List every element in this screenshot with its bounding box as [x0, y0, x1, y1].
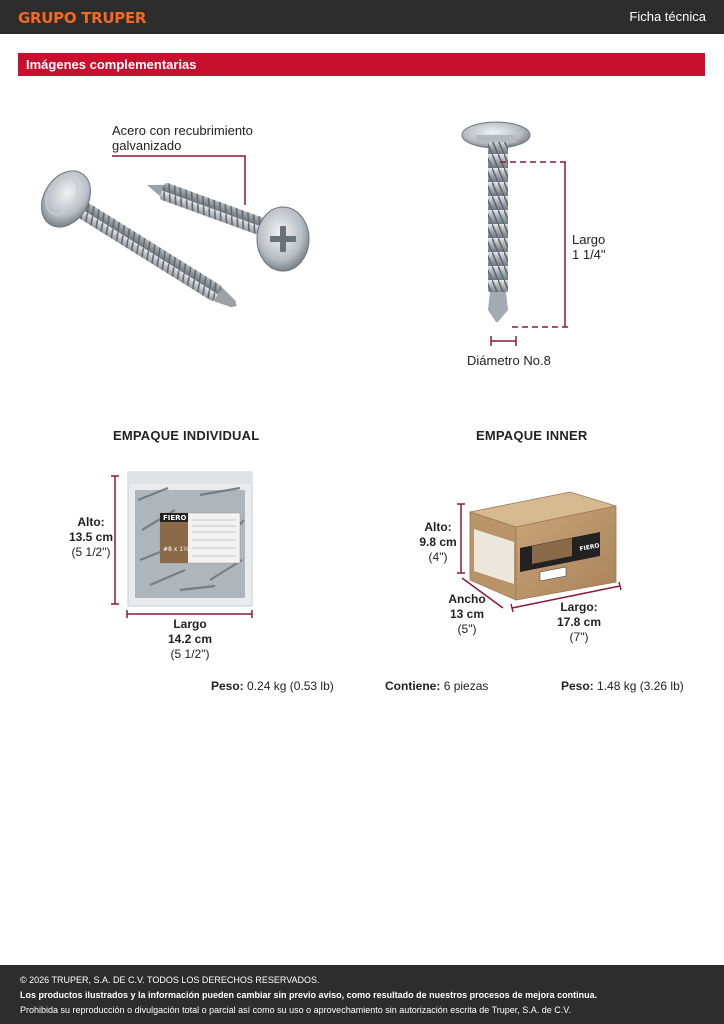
length-label-text: Largo	[572, 232, 606, 247]
box-width-title: Ancho	[448, 592, 486, 606]
box-length-title: Largo:	[560, 600, 598, 614]
screw-left-icon	[31, 162, 241, 314]
box-length-cm: 17.8 cm	[556, 615, 602, 629]
individual-packaging-heading: EMPAQUE INDIVIDUAL	[113, 428, 260, 443]
box-height-title: Alto:	[424, 520, 452, 534]
box-height-label	[418, 520, 458, 565]
inner-weight	[561, 679, 684, 693]
footer-notice: Los productos ilustrados y la información pueden cambiar sin previo aviso, como resultado de nuestros procesos de mejora continua.	[20, 990, 598, 1000]
bag-length-title: Largo	[173, 617, 207, 631]
coating-label-line2: galvanizado	[112, 138, 182, 153]
bag-brand-label: FIERO	[163, 514, 187, 522]
inner-contents-label: Contiene:	[385, 679, 441, 693]
coating-label	[112, 123, 253, 153]
box-width-in: (5")	[457, 622, 477, 636]
page-footer	[0, 965, 724, 1024]
bag-height-in: (5 1/2")	[71, 545, 111, 559]
inner-contents	[385, 679, 488, 693]
box-height-cm: 9.8 cm	[419, 535, 457, 549]
box-width-label	[446, 592, 488, 637]
individual-weight-value: 0.24 kg (0.53 lb)	[247, 679, 334, 693]
bag-height-cm: 13.5 cm	[68, 530, 114, 544]
diameter-label: Diámetro No.8	[467, 353, 551, 368]
section-title: Imágenes complementarias	[26, 57, 197, 72]
inner-packaging-heading: EMPAQUE INNER	[476, 428, 588, 443]
inner-weight-label: Peso:	[561, 679, 594, 693]
footer-prohibition: Prohibida su reproducción o divulgación total o parcial así como su uso o aprovechamiento sin autorización escrita de Truper, S.A. de C.V.	[20, 1005, 571, 1015]
footer-copyright: © 2026 TRUPER, S.A. DE C.V. TODOS LOS DERECHOS RESERVADOS.	[20, 975, 320, 985]
box-brand-label: FIERO	[579, 542, 601, 553]
length-value: 1 1/4"	[572, 247, 606, 262]
bag-size-label: #8 x 1¼"	[163, 546, 192, 553]
bag-length-in: (5 1/2")	[170, 647, 210, 661]
box-length-label	[554, 600, 604, 645]
inner-box-icon	[470, 492, 616, 600]
length-dimension-line	[500, 162, 570, 327]
screw-vertical-icon	[462, 122, 530, 322]
bag-length-cm: 14.2 cm	[167, 632, 213, 646]
coating-label-line1: Acero con recubrimiento	[112, 123, 253, 138]
document-type: Ficha técnica	[629, 9, 706, 24]
box-height-in: (4")	[428, 550, 448, 564]
brand-logo[interactable]: GRUPO TRUPER	[18, 9, 147, 27]
box-width-cm: 13 cm	[449, 607, 485, 621]
bag-height-title: Alto:	[77, 515, 105, 529]
individual-weight	[211, 679, 334, 693]
inner-contents-value: 6 piezas	[443, 679, 489, 693]
bag-height-label	[68, 515, 114, 560]
individual-weight-label: Peso:	[211, 679, 244, 693]
bag-length-label	[160, 617, 220, 662]
length-label	[572, 232, 606, 262]
inner-weight-value: 1.48 kg (3.26 lb)	[597, 679, 684, 693]
diameter-dimension-line	[491, 336, 516, 346]
box-length-in: (7")	[569, 630, 589, 644]
individual-bag-icon	[128, 472, 252, 606]
